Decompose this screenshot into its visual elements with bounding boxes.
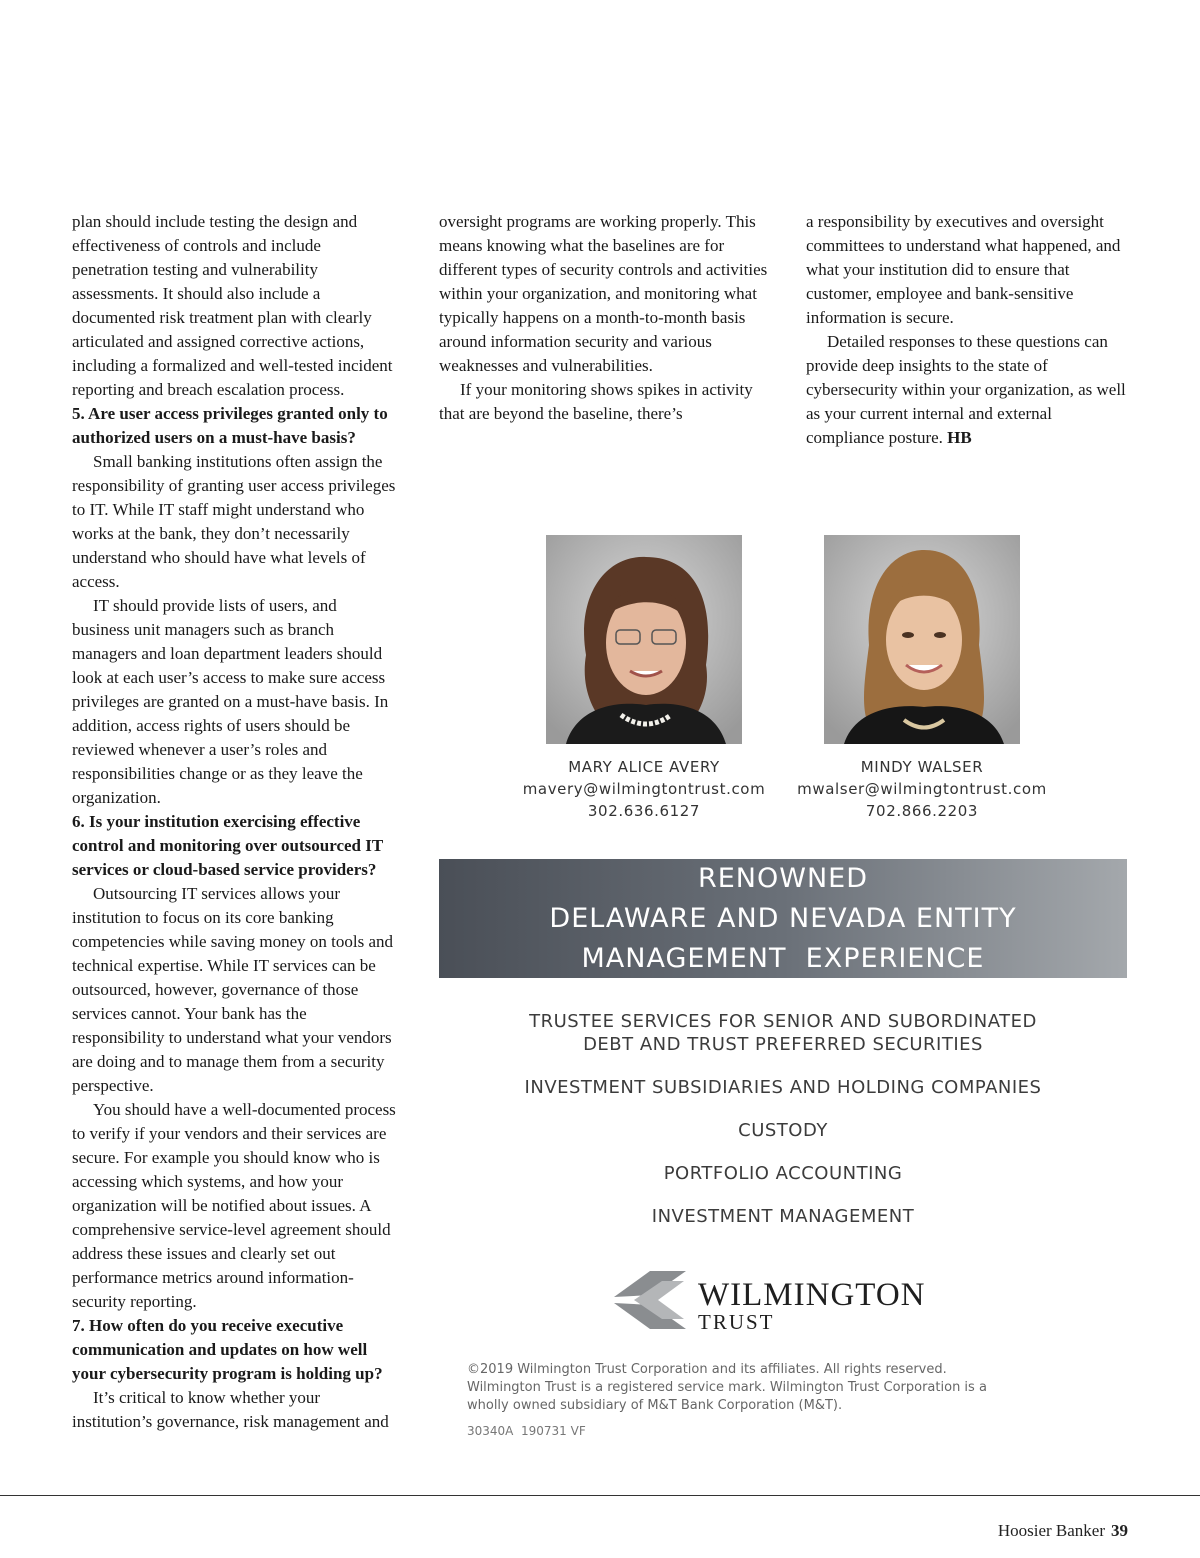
article-paragraph: oversight programs are working properly. This means knowing what the baselines are for different types of security controls and activities within your organization, and monitoring what typically happens on a month-to-month basis around information security and various weaknesses and vulnerabilities. xyxy=(439,212,768,375)
article-paragraph: IT should provide lists of users, and business unit managers such as branch managers and loan department leaders should look at each user’s access to make sure access privileges are granted on a must-have basis. In addition, access rights of users should be reviewed whenever a user’s roles and responsibilities change or as they leave the organization. xyxy=(72,596,389,807)
service-line: TRUSTEE SERVICES FOR SENIOR AND SUBORDINATED xyxy=(529,1011,1037,1032)
question-heading: 6. Is your institution exercising effective control and monitoring over outsourced IT services or cloud-based service providers? xyxy=(72,812,383,879)
service-item xyxy=(439,1010,1127,1056)
question-heading: 7. How often do you receive executive communication and updates on how well your cybersecurity program is holding up? xyxy=(72,1316,383,1383)
service-item xyxy=(439,1076,1127,1099)
contact-phone: 702.866.2203 xyxy=(865,802,979,820)
logo-wordmark-2: TRUST xyxy=(698,1310,775,1333)
contact-card-2 xyxy=(782,756,1062,822)
article-column-1 xyxy=(72,210,398,1434)
question-heading: 5. Are user access privileges granted only to authorized users on a must-have basis? xyxy=(72,404,388,447)
service-line: INVESTMENT MANAGEMENT xyxy=(651,1206,915,1227)
end-mark: HB xyxy=(947,428,972,447)
page-footer xyxy=(998,1521,1128,1541)
article-paragraph: Outsourcing IT services allows your institution to focus on its core banking competencies while saving money on tools and technical expertise. While IT services can be outsourced, however, governance of those services cannot. Your bank has the responsibility to understand what your vendors are doing and to manage them from a security perspective. xyxy=(72,884,394,1095)
article-paragraph: a responsibility by executives and oversight committees to understand what happened, and what your institution did to ensure that customer, employee and bank-sensitive information is secure. xyxy=(806,212,1121,327)
headshot-photo-mary-alice-avery xyxy=(546,535,742,744)
ad-banner xyxy=(439,859,1127,978)
legal-line: Wilmington Trust is a registered service mark. Wilmington Trust Corporation is a xyxy=(467,1380,987,1395)
banner-line-1: RENOWNED xyxy=(697,863,868,894)
article-paragraph: You should have a well-documented process to verify if your vendors and their services are secure. For example you should know who is accessing which systems, and how your organization will be notified about issues. A comprehensive service-level agreement should address these issues and clearly set out performance metrics around information-security reporting. xyxy=(72,1100,396,1311)
article-column-3 xyxy=(806,210,1131,450)
legal-line: ©2019 Wilmington Trust Corporation and its affiliates. All rights reserved. xyxy=(467,1362,947,1377)
service-line: PORTFOLIO ACCOUNTING xyxy=(663,1163,903,1184)
ad-code: 30340A 190731 VF xyxy=(467,1424,586,1438)
services-list xyxy=(439,1010,1127,1248)
page-number: 39 xyxy=(1111,1521,1128,1540)
banner-line-3: MANAGEMENT EXPERIENCE xyxy=(581,943,985,974)
article-paragraph: It’s critical to know whether your institution’s governance, risk management and xyxy=(72,1388,389,1431)
publication-name: Hoosier Banker xyxy=(997,1521,1105,1540)
service-line: INVESTMENT SUBSIDIARIES AND HOLDING COMPANIES xyxy=(524,1077,1042,1098)
legal-line: wholly owned subsidiary of M&T Bank Corporation (M&T). xyxy=(467,1398,843,1413)
logo-wordmark-1: WILMINGTON xyxy=(698,1277,926,1313)
wilmington-trust-logo-icon xyxy=(614,1271,686,1329)
article-paragraph: plan should include testing the design and effectiveness of controls and include penetration testing and vulnerability assessments. It should also include a documented risk treatment plan with clearly articulated and assigned corrective actions, including a formalized and well-tested incident reporting and breach escalation process. xyxy=(72,212,393,399)
banner-line-2: DELAWARE AND NEVADA ENTITY xyxy=(549,903,1017,934)
contact-card-1 xyxy=(504,756,784,822)
article-paragraph: Small banking institutions often assign the responsibility of granting user access privileges to IT. While IT staff might understand who works at the bank, they don’t necessarily understand who should have what levels of access. xyxy=(72,452,396,591)
footer-rule xyxy=(0,1495,1200,1496)
wilmington-trust-logo xyxy=(612,1267,942,1333)
contact-name: MARY ALICE AVERY xyxy=(568,758,720,776)
headshot-photo-mindy-walser xyxy=(824,535,1020,744)
article-paragraph: Detailed responses to these questions can provide deep insights to the state of cybersecurity within your organization, as well as your current internal and external compliance posture. HB xyxy=(806,332,1126,447)
contact-email[interactable]: mavery@wilmingtontrust.com xyxy=(522,780,766,798)
contact-phone: 302.636.6127 xyxy=(587,802,701,820)
service-line: CUSTODY xyxy=(738,1120,828,1141)
article-column-2 xyxy=(439,210,769,426)
service-line: DEBT AND TRUST PREFERRED SECURITIES xyxy=(583,1034,983,1055)
service-item xyxy=(439,1205,1127,1228)
contact-name: MINDY WALSER xyxy=(860,758,984,776)
legal-notice xyxy=(467,1361,1067,1415)
article-paragraph: If your monitoring shows spikes in activity that are beyond the baseline, there’s xyxy=(439,380,753,423)
contact-email[interactable]: mwalser@wilmingtontrust.com xyxy=(797,780,1047,798)
service-item xyxy=(439,1119,1127,1142)
service-item xyxy=(439,1162,1127,1185)
